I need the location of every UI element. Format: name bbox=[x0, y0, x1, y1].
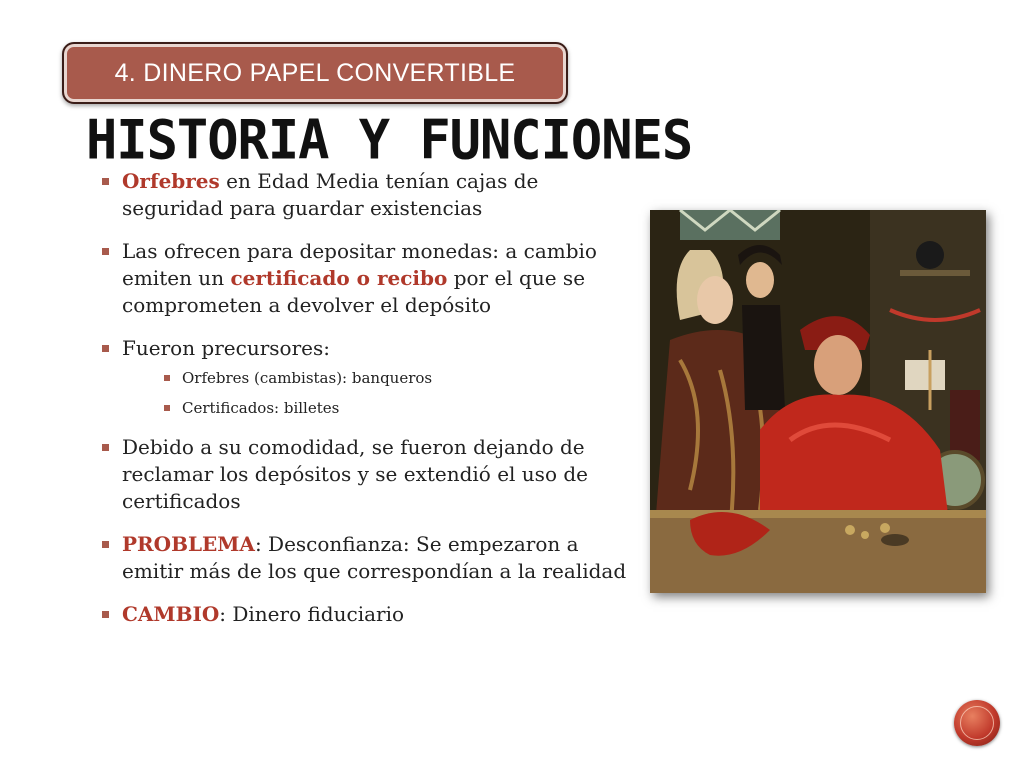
bullet-text: : Desconfianza: Se empezaron a emitir más de los que correspondían a la realidad bbox=[122, 532, 627, 583]
section-header-banner bbox=[62, 42, 568, 104]
slide-title: HISTORIA Y FUNCIONES bbox=[86, 109, 693, 173]
bullet-item bbox=[100, 238, 640, 319]
bullet-highlight: certificado o recibo bbox=[230, 266, 448, 290]
section-header-label: 4. DINERO PAPEL CONVERTIBLE bbox=[114, 58, 516, 87]
bullet-item bbox=[100, 434, 640, 515]
bullet-highlight: Orfebres bbox=[122, 169, 220, 193]
bullet-text: Las ofrecen para depositar monedas: a cambio emiten un bbox=[122, 239, 597, 290]
bullet-item bbox=[100, 601, 640, 628]
bullet-text: en Edad Media tenían cajas de seguridad para guardar existencias bbox=[122, 169, 539, 220]
bullet-text: : Dinero fiduciario bbox=[219, 602, 405, 626]
sub-bullet-item: Certificados: billetes bbox=[162, 398, 640, 418]
sub-bullet-list bbox=[122, 368, 640, 418]
bullet-text: Debido a su comodidad, se fueron dejando de reclamar los depósitos y se extendió el uso de certificados bbox=[122, 435, 588, 513]
sub-bullet-item: Orfebres (cambistas): banqueros bbox=[162, 368, 640, 388]
bullet-item bbox=[100, 531, 640, 585]
bullet-item bbox=[100, 168, 640, 222]
next-slide-button[interactable] bbox=[954, 700, 1000, 746]
bullet-highlight: PROBLEMA bbox=[122, 532, 255, 556]
bullet-text: por el que se comprometen a devolver el depósito bbox=[122, 266, 586, 317]
slide-content bbox=[100, 168, 640, 644]
bullet-list bbox=[100, 168, 640, 628]
painting-moneychanger-icon bbox=[650, 210, 986, 593]
bullet-text: Fueron precursores: bbox=[122, 336, 330, 360]
bullet-item bbox=[100, 335, 640, 418]
bullet-highlight: CAMBIO bbox=[122, 602, 220, 626]
